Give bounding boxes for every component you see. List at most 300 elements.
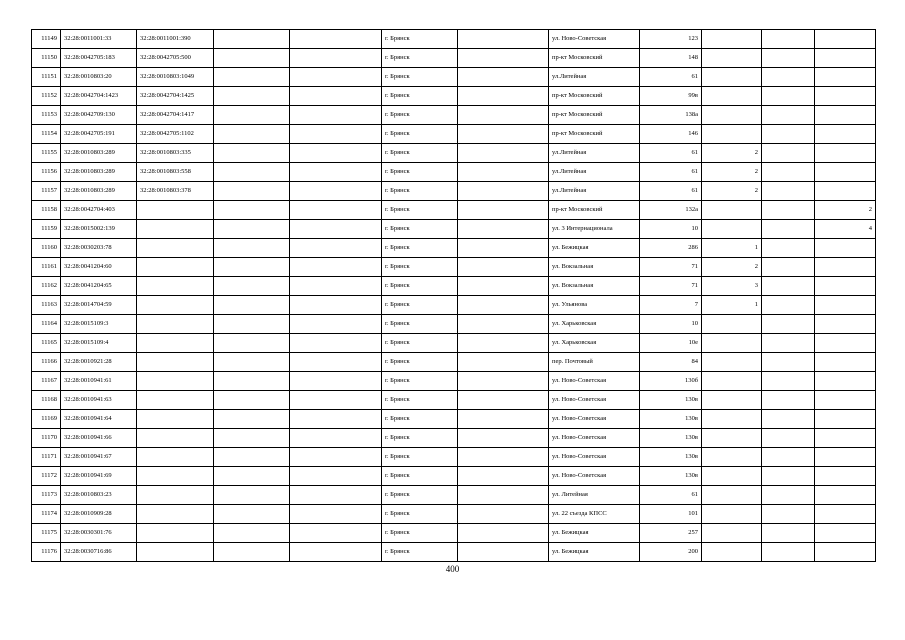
empty-cell-3 xyxy=(458,467,549,486)
empty-cell-4 xyxy=(762,49,815,68)
street-cell: ул. Вокзальная xyxy=(549,277,640,296)
empty-cell-3 xyxy=(458,30,549,49)
building-cell xyxy=(702,30,762,49)
apartment-cell xyxy=(815,277,876,296)
empty-cell-4 xyxy=(762,353,815,372)
table-row xyxy=(32,30,876,49)
empty-cell-2 xyxy=(290,87,382,106)
apartment-cell xyxy=(815,239,876,258)
house-number-cell: 148 xyxy=(640,49,702,68)
related-cadastral-cell xyxy=(137,201,214,220)
related-cadastral-cell xyxy=(137,486,214,505)
apartment-cell xyxy=(815,543,876,562)
empty-cell-1 xyxy=(214,505,290,524)
city-cell: г. Брянск xyxy=(382,106,458,125)
street-cell: ул. Бежицкая xyxy=(549,524,640,543)
empty-cell-2 xyxy=(290,391,382,410)
empty-cell-4 xyxy=(762,239,815,258)
empty-cell-3 xyxy=(458,277,549,296)
building-cell: 1 xyxy=(702,296,762,315)
empty-cell-4 xyxy=(762,30,815,49)
related-cadastral-cell xyxy=(137,410,214,429)
street-cell: ул. Ново-Советская xyxy=(549,372,640,391)
empty-cell-2 xyxy=(290,353,382,372)
house-number-cell: 101 xyxy=(640,505,702,524)
row-number-cell: 11163 xyxy=(32,296,61,315)
empty-cell-2 xyxy=(290,220,382,239)
street-cell: ул.Литейная xyxy=(549,163,640,182)
empty-cell-3 xyxy=(458,239,549,258)
row-number-cell: 11150 xyxy=(32,49,61,68)
cadastral-number-cell: 32:28:0010941:61 xyxy=(61,372,137,391)
building-cell: 2 xyxy=(702,163,762,182)
house-number-cell: 130б xyxy=(640,372,702,391)
related-cadastral-cell xyxy=(137,334,214,353)
building-cell xyxy=(702,201,762,220)
related-cadastral-cell: 32:28:0010803:1049 xyxy=(137,68,214,87)
city-cell: г. Брянск xyxy=(382,429,458,448)
related-cadastral-cell xyxy=(137,239,214,258)
empty-cell-4 xyxy=(762,505,815,524)
row-number-cell: 11159 xyxy=(32,220,61,239)
empty-cell-2 xyxy=(290,467,382,486)
building-cell: 3 xyxy=(702,277,762,296)
city-cell: г. Брянск xyxy=(382,543,458,562)
apartment-cell xyxy=(815,87,876,106)
building-cell: 1 xyxy=(702,239,762,258)
table-row xyxy=(32,144,876,163)
house-number-cell: 138а xyxy=(640,106,702,125)
house-number-cell: 61 xyxy=(640,163,702,182)
house-number-cell: 7 xyxy=(640,296,702,315)
apartment-cell xyxy=(815,448,876,467)
empty-cell-3 xyxy=(458,106,549,125)
empty-cell-2 xyxy=(290,277,382,296)
empty-cell-3 xyxy=(458,258,549,277)
table-row xyxy=(32,372,876,391)
apartment-cell xyxy=(815,49,876,68)
empty-cell-2 xyxy=(290,144,382,163)
related-cadastral-cell xyxy=(137,524,214,543)
building-cell xyxy=(702,429,762,448)
empty-cell-3 xyxy=(458,87,549,106)
table-row xyxy=(32,429,876,448)
street-cell: ул. Ново-Советская xyxy=(549,391,640,410)
house-number-cell: 61 xyxy=(640,486,702,505)
row-number-cell: 11152 xyxy=(32,87,61,106)
apartment-cell xyxy=(815,372,876,391)
empty-cell-4 xyxy=(762,220,815,239)
empty-cell-3 xyxy=(458,429,549,448)
related-cadastral-cell: 32:28:0010803:335 xyxy=(137,144,214,163)
building-cell xyxy=(702,410,762,429)
table-row xyxy=(32,125,876,144)
empty-cell-4 xyxy=(762,448,815,467)
house-number-cell: 61 xyxy=(640,144,702,163)
building-cell xyxy=(702,106,762,125)
table-row xyxy=(32,486,876,505)
cadastral-number-cell: 32:28:0010909:28 xyxy=(61,505,137,524)
cadastral-number-cell: 32:28:0010941:67 xyxy=(61,448,137,467)
street-cell: пр-кт Московский xyxy=(549,87,640,106)
house-number-cell: 130в xyxy=(640,429,702,448)
city-cell: г. Брянск xyxy=(382,144,458,163)
empty-cell-3 xyxy=(458,334,549,353)
table-row xyxy=(32,410,876,429)
house-number-cell: 10 xyxy=(640,315,702,334)
empty-cell-3 xyxy=(458,524,549,543)
building-cell xyxy=(702,334,762,353)
row-number-cell: 11176 xyxy=(32,543,61,562)
related-cadastral-cell xyxy=(137,448,214,467)
empty-cell-3 xyxy=(458,543,549,562)
empty-cell-1 xyxy=(214,182,290,201)
city-cell: г. Брянск xyxy=(382,410,458,429)
table-row xyxy=(32,258,876,277)
empty-cell-2 xyxy=(290,410,382,429)
street-cell: ул. Харьковская xyxy=(549,334,640,353)
table-row xyxy=(32,106,876,125)
empty-cell-2 xyxy=(290,543,382,562)
city-cell: г. Брянск xyxy=(382,163,458,182)
city-cell: г. Брянск xyxy=(382,201,458,220)
building-cell xyxy=(702,391,762,410)
house-number-cell: 61 xyxy=(640,182,702,201)
empty-cell-2 xyxy=(290,258,382,277)
empty-cell-1 xyxy=(214,125,290,144)
empty-cell-4 xyxy=(762,277,815,296)
row-number-cell: 11155 xyxy=(32,144,61,163)
apartment-cell xyxy=(815,106,876,125)
empty-cell-4 xyxy=(762,68,815,87)
empty-cell-3 xyxy=(458,144,549,163)
apartment-cell xyxy=(815,258,876,277)
apartment-cell xyxy=(815,429,876,448)
building-cell: 2 xyxy=(702,144,762,163)
empty-cell-4 xyxy=(762,144,815,163)
page-number: 400 xyxy=(445,564,460,574)
empty-cell-2 xyxy=(290,49,382,68)
street-cell: ул. Харьковская xyxy=(549,315,640,334)
related-cadastral-cell: 32:28:0011001:390 xyxy=(137,30,214,49)
city-cell: г. Брянск xyxy=(382,87,458,106)
empty-cell-3 xyxy=(458,296,549,315)
empty-cell-3 xyxy=(458,220,549,239)
cadastral-number-cell: 32:28:0042705:191 xyxy=(61,125,137,144)
house-number-cell: 71 xyxy=(640,258,702,277)
street-cell: ул. Ново-Советская xyxy=(549,30,640,49)
row-number-cell: 11165 xyxy=(32,334,61,353)
table-row xyxy=(32,68,876,87)
row-number-cell: 11173 xyxy=(32,486,61,505)
empty-cell-1 xyxy=(214,201,290,220)
table-row xyxy=(32,163,876,182)
empty-cell-3 xyxy=(458,448,549,467)
city-cell: г. Брянск xyxy=(382,315,458,334)
table-row xyxy=(32,524,876,543)
empty-cell-2 xyxy=(290,163,382,182)
building-cell xyxy=(702,505,762,524)
empty-cell-1 xyxy=(214,68,290,87)
related-cadastral-cell xyxy=(137,315,214,334)
cadastral-number-cell: 32:28:0042705:183 xyxy=(61,49,137,68)
table-row xyxy=(32,182,876,201)
empty-cell-2 xyxy=(290,239,382,258)
table-row xyxy=(32,296,876,315)
city-cell: г. Брянск xyxy=(382,334,458,353)
row-number-cell: 11153 xyxy=(32,106,61,125)
empty-cell-2 xyxy=(290,182,382,201)
street-cell: ул. Ново-Советская xyxy=(549,467,640,486)
empty-cell-4 xyxy=(762,524,815,543)
empty-cell-3 xyxy=(458,163,549,182)
cadastral-number-cell: 32:28:0042704:1423 xyxy=(61,87,137,106)
empty-cell-4 xyxy=(762,125,815,144)
empty-cell-4 xyxy=(762,486,815,505)
cadastral-number-cell: 32:28:0010803:20 xyxy=(61,68,137,87)
city-cell: г. Брянск xyxy=(382,258,458,277)
house-number-cell: 61 xyxy=(640,68,702,87)
house-number-cell: 200 xyxy=(640,543,702,562)
related-cadastral-cell: 32:28:0042705:500 xyxy=(137,49,214,68)
table-row xyxy=(32,334,876,353)
empty-cell-3 xyxy=(458,410,549,429)
table-body xyxy=(32,30,876,562)
empty-cell-2 xyxy=(290,201,382,220)
building-cell xyxy=(702,524,762,543)
table-row xyxy=(32,277,876,296)
house-number-cell: 132а xyxy=(640,201,702,220)
empty-cell-4 xyxy=(762,258,815,277)
empty-cell-1 xyxy=(214,353,290,372)
apartment-cell xyxy=(815,163,876,182)
table-row xyxy=(32,220,876,239)
row-number-cell: 11170 xyxy=(32,429,61,448)
house-number-cell: 130в xyxy=(640,410,702,429)
empty-cell-1 xyxy=(214,467,290,486)
building-cell xyxy=(702,68,762,87)
empty-cell-1 xyxy=(214,543,290,562)
related-cadastral-cell xyxy=(137,220,214,239)
related-cadastral-cell xyxy=(137,296,214,315)
row-number-cell: 11149 xyxy=(32,30,61,49)
related-cadastral-cell: 32:28:0010803:378 xyxy=(137,182,214,201)
house-number-cell: 10 xyxy=(640,220,702,239)
related-cadastral-cell: 32:28:0042704:1417 xyxy=(137,106,214,125)
house-number-cell: 130в xyxy=(640,448,702,467)
building-cell xyxy=(702,486,762,505)
city-cell: г. Брянск xyxy=(382,182,458,201)
apartment-cell xyxy=(815,182,876,201)
apartment-cell xyxy=(815,30,876,49)
empty-cell-1 xyxy=(214,296,290,315)
city-cell: г. Брянск xyxy=(382,391,458,410)
empty-cell-1 xyxy=(214,372,290,391)
empty-cell-3 xyxy=(458,486,549,505)
related-cadastral-cell xyxy=(137,391,214,410)
cadastral-number-cell: 32:28:0010941:66 xyxy=(61,429,137,448)
empty-cell-2 xyxy=(290,106,382,125)
cadastral-number-cell: 32:28:0010921:28 xyxy=(61,353,137,372)
city-cell: г. Брянск xyxy=(382,239,458,258)
empty-cell-4 xyxy=(762,106,815,125)
city-cell: г. Брянск xyxy=(382,486,458,505)
empty-cell-2 xyxy=(290,315,382,334)
row-number-cell: 11168 xyxy=(32,391,61,410)
building-cell xyxy=(702,87,762,106)
cadastral-number-cell: 32:28:0015109:3 xyxy=(61,315,137,334)
row-number-cell: 11151 xyxy=(32,68,61,87)
empty-cell-1 xyxy=(214,144,290,163)
city-cell: г. Брянск xyxy=(382,277,458,296)
building-cell xyxy=(702,467,762,486)
cadastral-number-cell: 32:28:0010803:289 xyxy=(61,144,137,163)
house-number-cell: 146 xyxy=(640,125,702,144)
empty-cell-1 xyxy=(214,258,290,277)
house-number-cell: 286 xyxy=(640,239,702,258)
empty-cell-2 xyxy=(290,486,382,505)
empty-cell-1 xyxy=(214,277,290,296)
cadastral-number-cell: 32:28:0030203:78 xyxy=(61,239,137,258)
row-number-cell: 11160 xyxy=(32,239,61,258)
cadastral-number-cell: 32:28:0010941:63 xyxy=(61,391,137,410)
cadastral-number-cell: 32:28:0042709:130 xyxy=(61,106,137,125)
city-cell: г. Брянск xyxy=(382,296,458,315)
row-number-cell: 11156 xyxy=(32,163,61,182)
empty-cell-4 xyxy=(762,391,815,410)
related-cadastral-cell xyxy=(137,258,214,277)
building-cell: 2 xyxy=(702,182,762,201)
table-row xyxy=(32,201,876,220)
empty-cell-4 xyxy=(762,467,815,486)
street-cell: ул. Бежицкая xyxy=(549,239,640,258)
related-cadastral-cell xyxy=(137,277,214,296)
row-number-cell: 11174 xyxy=(32,505,61,524)
empty-cell-3 xyxy=(458,391,549,410)
empty-cell-3 xyxy=(458,201,549,220)
empty-cell-2 xyxy=(290,125,382,144)
apartment-cell xyxy=(815,410,876,429)
empty-cell-4 xyxy=(762,334,815,353)
related-cadastral-cell: 32:28:0042705:1102 xyxy=(137,125,214,144)
empty-cell-1 xyxy=(214,315,290,334)
empty-cell-2 xyxy=(290,296,382,315)
empty-cell-1 xyxy=(214,220,290,239)
empty-cell-3 xyxy=(458,353,549,372)
house-number-cell: 10е xyxy=(640,334,702,353)
street-cell: ул. 22 съезда КПСС xyxy=(549,505,640,524)
table-row xyxy=(32,49,876,68)
row-number-cell: 11172 xyxy=(32,467,61,486)
empty-cell-2 xyxy=(290,429,382,448)
empty-cell-4 xyxy=(762,429,815,448)
empty-cell-1 xyxy=(214,486,290,505)
apartment-cell xyxy=(815,391,876,410)
street-cell: ул. Бежицкая xyxy=(549,543,640,562)
building-cell xyxy=(702,372,762,391)
empty-cell-1 xyxy=(214,106,290,125)
table-row xyxy=(32,353,876,372)
empty-cell-4 xyxy=(762,372,815,391)
cadastral-number-cell: 32:28:0041204:60 xyxy=(61,258,137,277)
street-cell: ул.Литейная xyxy=(549,68,640,87)
row-number-cell: 11169 xyxy=(32,410,61,429)
empty-cell-2 xyxy=(290,505,382,524)
empty-cell-2 xyxy=(290,372,382,391)
row-number-cell: 11166 xyxy=(32,353,61,372)
apartment-cell: 2 xyxy=(815,201,876,220)
apartment-cell xyxy=(815,125,876,144)
street-cell: пр-кт Московский xyxy=(549,125,640,144)
empty-cell-1 xyxy=(214,391,290,410)
related-cadastral-cell xyxy=(137,505,214,524)
row-number-cell: 11154 xyxy=(32,125,61,144)
cadastral-number-cell: 32:28:0030301:76 xyxy=(61,524,137,543)
cadastral-number-cell: 32:28:0042704:403 xyxy=(61,201,137,220)
empty-cell-4 xyxy=(762,163,815,182)
street-cell: ул. Ульянова xyxy=(549,296,640,315)
row-number-cell: 11171 xyxy=(32,448,61,467)
empty-cell-4 xyxy=(762,543,815,562)
related-cadastral-cell xyxy=(137,372,214,391)
empty-cell-3 xyxy=(458,505,549,524)
street-cell: пер. Почтовый xyxy=(549,353,640,372)
empty-cell-4 xyxy=(762,315,815,334)
empty-cell-1 xyxy=(214,30,290,49)
city-cell: г. Брянск xyxy=(382,505,458,524)
apartment-cell xyxy=(815,68,876,87)
related-cadastral-cell: 32:28:0010803:558 xyxy=(137,163,214,182)
empty-cell-1 xyxy=(214,87,290,106)
city-cell: г. Брянск xyxy=(382,30,458,49)
empty-cell-3 xyxy=(458,68,549,87)
empty-cell-3 xyxy=(458,125,549,144)
building-cell: 2 xyxy=(702,258,762,277)
street-cell: пр-кт Московский xyxy=(549,49,640,68)
building-cell xyxy=(702,448,762,467)
empty-cell-3 xyxy=(458,182,549,201)
empty-cell-1 xyxy=(214,49,290,68)
empty-cell-2 xyxy=(290,524,382,543)
apartment-cell xyxy=(815,334,876,353)
empty-cell-4 xyxy=(762,201,815,220)
house-number-cell: 84 xyxy=(640,353,702,372)
table-row xyxy=(32,87,876,106)
related-cadastral-cell xyxy=(137,429,214,448)
house-number-cell: 257 xyxy=(640,524,702,543)
empty-cell-4 xyxy=(762,296,815,315)
street-cell: пр-кт Московский xyxy=(549,201,640,220)
street-cell: ул. Ново-Советская xyxy=(549,410,640,429)
house-number-cell: 130в xyxy=(640,391,702,410)
empty-cell-1 xyxy=(214,334,290,353)
city-cell: г. Брянск xyxy=(382,125,458,144)
cadastral-number-cell: 32:28:0010803:289 xyxy=(61,182,137,201)
street-cell: ул. 3 Интернационала xyxy=(549,220,640,239)
empty-cell-2 xyxy=(290,334,382,353)
city-cell: г. Брянск xyxy=(382,49,458,68)
building-cell xyxy=(702,543,762,562)
apartment-cell xyxy=(815,486,876,505)
empty-cell-2 xyxy=(290,30,382,49)
street-cell: ул. Ново-Советская xyxy=(549,448,640,467)
city-cell: г. Брянск xyxy=(382,372,458,391)
row-number-cell: 11162 xyxy=(32,277,61,296)
apartment-cell xyxy=(815,144,876,163)
cadastral-number-cell: 32:28:0010941:69 xyxy=(61,467,137,486)
cadastral-number-cell: 32:28:0014704:59 xyxy=(61,296,137,315)
building-cell xyxy=(702,220,762,239)
